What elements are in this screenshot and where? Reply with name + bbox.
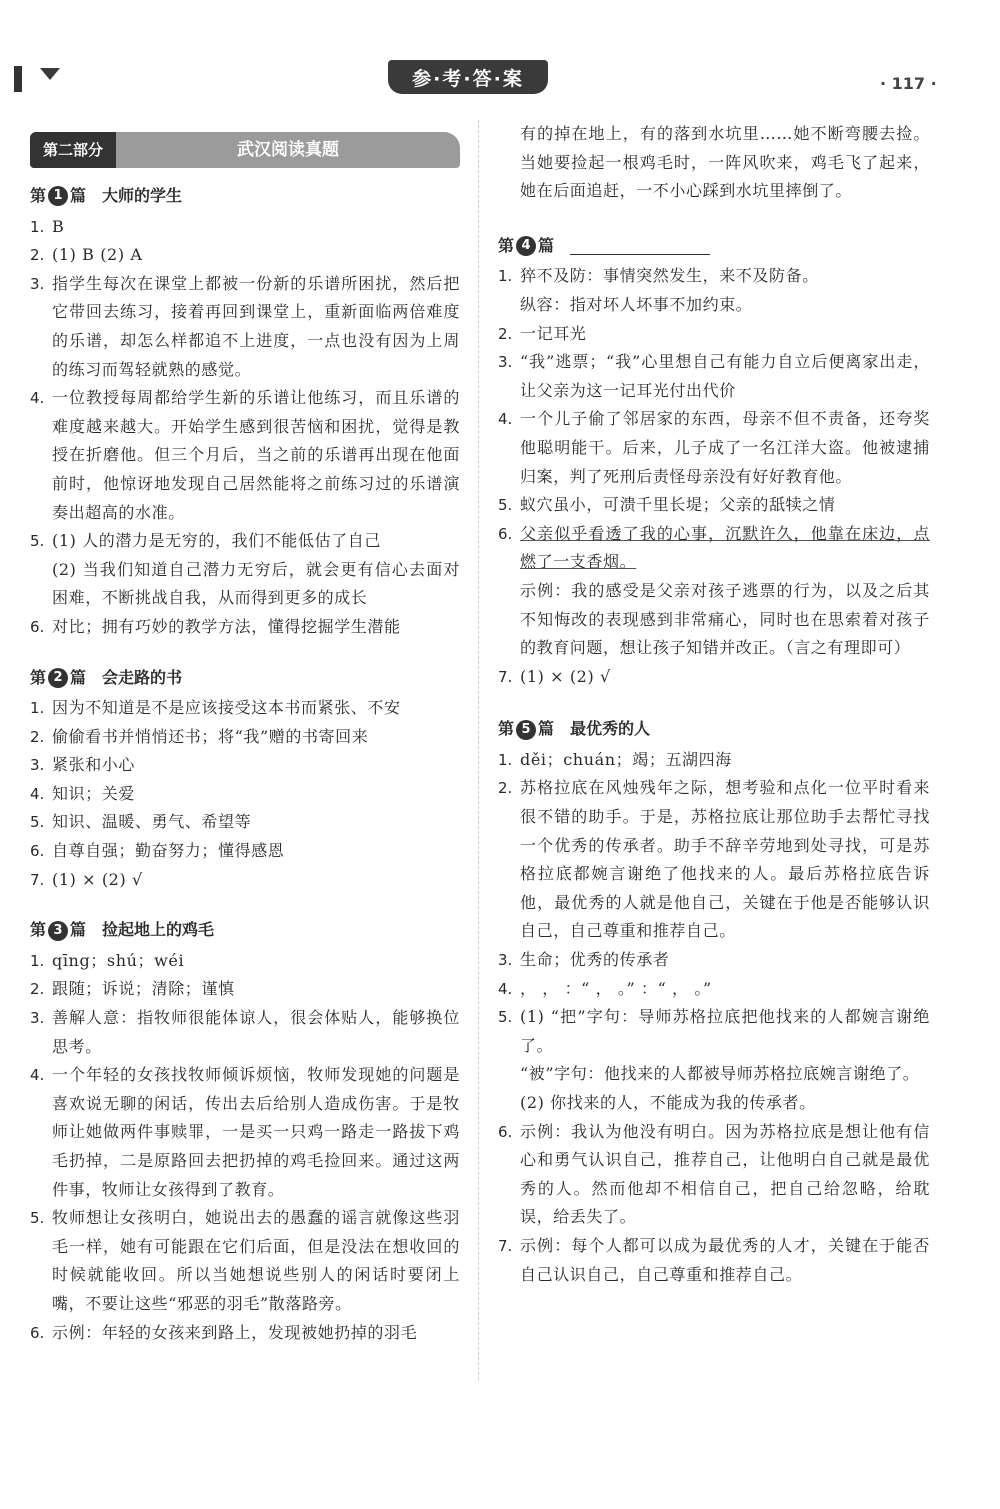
answer-item (498, 746, 930, 775)
item-text: 自尊自强；勤奋努力；懂得感恩 (52, 841, 285, 861)
answer-item (30, 613, 460, 642)
answer-item (498, 262, 930, 291)
item-number: 5. (498, 1008, 513, 1027)
answer-subitem: 纵容：指对坏人坏事不加约束。 (520, 294, 753, 314)
part-title: 武汉阅读真题 (237, 139, 339, 160)
item-number: 3. (498, 951, 513, 970)
answer-item (30, 723, 460, 752)
answer-item (498, 1232, 930, 1289)
item-text: 偷偷看书并悄悄还书；将“我”赠的书寄回来 (52, 726, 369, 746)
item-text: 生命；优秀的传承者 (520, 950, 670, 970)
item-text: 苏格拉底在风烛残年之际，想考验和点化一位平时看来很不错的助手。于是，苏格拉底让那位助手去帮忙寻找一个优秀的传承者。助手不辞辛劳地到处寻找，可是苏格拉底都婉言谢绝了他找来的人。最后苏格拉底告诉他，最优秀的人就是他自己，关键在于他是否能够认识自己，自己尊重和推荐自己。 (520, 778, 930, 941)
item-number: 2. (498, 779, 513, 798)
section-title: 大师的学生 (102, 186, 183, 205)
answer-item (498, 975, 930, 1004)
section-suffix: 篇 (70, 667, 87, 687)
section-prefix: 第 (498, 235, 515, 255)
section-prefix: 第 (30, 186, 47, 205)
item-number: 5. (30, 1209, 45, 1228)
item-text: “我”逃票；“我”心里想自己有能力自立后便离家出走，让父亲为这一记耳光付出代价 (520, 352, 930, 400)
page-corner-mark (14, 66, 22, 92)
answer-item (30, 384, 460, 527)
item-number: 1. (498, 267, 513, 286)
item-number: 1. (30, 951, 45, 970)
item-number: 6. (30, 842, 45, 861)
item-text: 一位教授每周都给学生新的乐谱让他练习，而且乐谱的难度越来越大。开始学生感到很苦恼和困扰，觉得是教授在折磨他。但三个月后，当之前的乐谱再出现在他面前时，他惊讶地发现自己居然能将之前练习过的乐谱演奏出超高的水准。 (52, 388, 460, 522)
section-prefix: 第 (498, 719, 515, 739)
item-text: qīng；shú；wéi (52, 950, 185, 970)
answer-item (498, 491, 930, 520)
item-text: (1) 人的潜力是无穷的，我们不能低估了自己 (52, 531, 381, 551)
page-number: · 117 · (880, 74, 937, 93)
column-divider (478, 120, 479, 1380)
item-number: 3. (30, 756, 45, 775)
item-text: 紧张和小心 (52, 755, 136, 775)
item-text: 一个年轻的女孩找牧师倾诉烦恼，牧师发现她的问题是喜欢说无聊的闲话，传出去后给别人造成伤害。于是牧师让她做两件事赎罪，一是买一只鸡一路走一路拔下鸡毛扔掉，二是原路回去把扔掉的鸡毛捡回来。通过这两件事，牧师让女孩得到了教育。 (52, 1065, 460, 1199)
answer-item (498, 774, 930, 946)
item-text: (1) × (2) √ (52, 869, 143, 889)
answer-item (30, 270, 460, 384)
item-text: 示例：每个人都可以成为最优秀的人才，关键在于能否自己认识自己，自己尊重和推荐自己。 (520, 1235, 930, 1284)
item-number: 4. (30, 389, 45, 408)
answer-item (30, 1204, 460, 1318)
item-text: děi；chuán；竭；五湖四海 (520, 749, 732, 769)
item-text: (1) “把”字句：导师苏格拉底把他找来的人都婉言谢绝了。 (520, 1007, 930, 1055)
item-number: 1. (498, 750, 513, 769)
item-number: 2. (30, 727, 45, 746)
answer-item (498, 405, 930, 491)
section-3-continuation: 有的掉在地上，有的落到水坑里……她不断弯腰去捡。当她要捡起一根鸡毛时，一阵风吹来，鸡毛飞了起来，她在后面追赶，一不小心踩到水坑里摔倒了。 (520, 124, 930, 201)
part-banner (30, 132, 460, 168)
answer-item (498, 520, 930, 577)
answer-item (30, 947, 460, 976)
answer-item (30, 837, 460, 866)
item-text: 一个儿子偷了邻居家的东西，母亲不但不责备，还夸奖他聪明能干。后来，儿子成了一名江洋大盗。他被逮捕归案，判了死刑后责怪母亲没有好好教育他。 (520, 409, 930, 486)
item-number: 7. (30, 870, 45, 889)
item-number: 6. (498, 524, 513, 543)
item-number: 5. (498, 496, 513, 515)
item-number: 5. (30, 532, 45, 551)
answer-item (30, 1004, 460, 1061)
section-suffix: 篇 (70, 186, 87, 205)
item-number: 7. (498, 1236, 513, 1255)
section-1-heading (30, 182, 460, 211)
item-number: 3. (30, 274, 45, 293)
item-text: 指学生每次在课堂上都被一份新的乐谱所困扰，然后把它带回去练习，接着再回到课堂上，重新面临两倍难度的乐谱，却怎么样都追不上进度，一点也没有因为上周的练习而驾轻就熟的感觉。 (52, 273, 460, 379)
section-number: 1 (48, 186, 68, 206)
item-text: 跟随；诉说；清除；谨慎 (52, 979, 235, 999)
answer-item (30, 808, 460, 837)
section-4-heading (498, 232, 930, 261)
item-text: 蚁穴虽小，可溃千里长堤；父亲的舐犊之情 (520, 495, 836, 515)
item-number: 2. (30, 980, 45, 999)
item-number: 1. (30, 699, 45, 718)
item-text: 善解人意：指牧师很能体谅人，很会体贴人，能够换位思考。 (52, 1008, 460, 1056)
item-number: 6. (30, 1323, 45, 1342)
item-text: 因为不知道是不是应该接受这本书而紧张、不安 (52, 698, 401, 718)
answer-item (498, 946, 930, 975)
item-number: 2. (30, 246, 45, 265)
answer-item (498, 348, 930, 405)
section-number: 3 (48, 921, 68, 941)
section-5-heading (498, 715, 930, 744)
item-text: 对比；拥有巧妙的教学方法，懂得挖掘学生潜能 (52, 616, 401, 636)
item-number: 4. (498, 979, 513, 998)
section-prefix: 第 (30, 667, 47, 687)
section-title: 最优秀的人 (570, 719, 651, 739)
item-text: 知识、温暖、勇气、希望等 (52, 812, 252, 832)
item-text: 牧师想让女孩明白，她说出去的愚蠢的谣言就像这些羽毛一样，她有可能跟在它们后面，但是没法在想收回的时候就能收回。所以当她想说些别人的闲话时要闭上嘴，不要让这些“邪恶的羽毛”散落路旁。 (52, 1208, 460, 1313)
section-number: 4 (516, 236, 536, 256)
answer-item (30, 241, 460, 270)
answer-item (30, 1319, 460, 1348)
item-number: 6. (30, 617, 45, 636)
item-number: 4. (30, 784, 45, 803)
part-tag: 第二部分 (30, 132, 116, 168)
answer-item (30, 780, 460, 809)
item-text-underlined: 父亲似乎看透了我的心事，沉默许久，他靠在床边，点燃了一支香烟。 (520, 523, 930, 572)
answer-item (498, 1003, 930, 1060)
item-number: 1. (30, 217, 45, 236)
left-column (30, 120, 460, 1347)
item-text: B (52, 216, 65, 236)
answer-item (30, 975, 460, 1004)
answer-item (30, 527, 460, 556)
section-title: 捡起地上的鸡毛 (102, 920, 215, 940)
right-column (498, 120, 930, 1289)
item-number: 4. (30, 1066, 45, 1085)
title-blank-line (570, 238, 710, 255)
item-number: 6. (498, 1122, 513, 1141)
item-text: 猝不及防：事情突然发生，来不及防备。 (520, 266, 819, 286)
answer-item (30, 694, 460, 723)
answer-subitem: (2) 你找来的人，不能成为我的传承者。 (520, 1093, 816, 1112)
item-text: 一记耳光 (520, 323, 587, 343)
item-number: 7. (498, 667, 513, 686)
section-number: 2 (48, 668, 68, 688)
answer-item (498, 663, 930, 692)
section-number: 5 (516, 720, 536, 740)
header-triangle-icon (40, 68, 60, 80)
section-3-heading (30, 916, 460, 945)
answer-subitem: “被”字句：他找来的人都被导师苏格拉底婉言谢绝了。 (520, 1064, 920, 1084)
answer-item (498, 1118, 930, 1232)
section-2-heading (30, 664, 460, 693)
answer-subitem: 示例：我的感受是父亲对孩子逃票的行为，以及之后其不知悔改的表现感到非常痛心，同时也在思索着对孩子的教育问题，想让孩子知错并改正。（言之有理即可） (520, 580, 930, 658)
item-text: 知识；关爱 (52, 783, 136, 803)
item-text: 示例：我认为他没有明白。因为苏格拉底是想让他有信心和勇气认识自己，推荐自己，让他明白自己就是最优秀的人。然而他却不相信自己，把自己给忽略，给耽误，给丢失了。 (520, 1121, 930, 1227)
answer-item (30, 866, 460, 895)
section-suffix: 篇 (538, 719, 555, 739)
answer-item (30, 213, 460, 242)
item-text: (1) B (2) A (52, 245, 143, 265)
item-number: 4. (498, 410, 513, 429)
answer-item (30, 1061, 460, 1204)
item-number: 2. (498, 324, 513, 343)
item-text: (1) × (2) √ (520, 666, 611, 686)
section-suffix: 篇 (70, 920, 87, 940)
item-number: 3. (30, 1009, 45, 1028)
item-text: 示例：年轻的女孩来到路上，发现被她扔掉的羽毛 (52, 1322, 418, 1342)
item-text: ， ， ：“ ， 。” ：“ ， 。” (520, 978, 712, 998)
answer-item (498, 320, 930, 349)
answer-subitem: (2) 当我们知道自己潜力无穷后，就会更有信心去面对困难，不断挑战自我，从而得到更多的成长 (52, 559, 460, 608)
section-suffix: 篇 (538, 235, 555, 255)
section-prefix: 第 (30, 920, 47, 940)
item-number: 3. (498, 353, 513, 372)
section-title: 会走路的书 (102, 667, 183, 687)
header-badge: 参·考·答·案 (388, 60, 548, 94)
item-number: 5. (30, 813, 45, 832)
answer-item (30, 751, 460, 780)
